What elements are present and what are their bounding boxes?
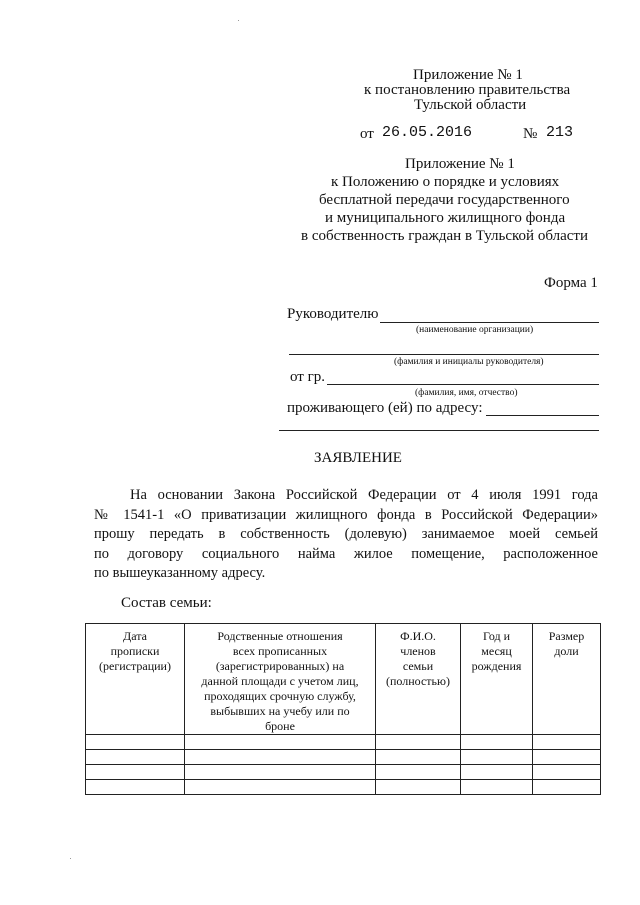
statement-body xyxy=(94,486,598,584)
scan-speck xyxy=(238,20,239,21)
statement-line-1: На основании Закона Российской Федерации от 4 июля 1991 года xyxy=(130,487,598,503)
head-name-hint: (фамилия и инициалы руководителя) xyxy=(394,357,544,367)
date-prefix: от xyxy=(360,126,374,142)
number-prefix: № xyxy=(523,126,538,142)
table-row xyxy=(86,780,601,795)
scan-speck xyxy=(70,858,71,859)
table-row xyxy=(86,735,601,750)
address-line-1[interactable] xyxy=(486,415,599,416)
head-name-line[interactable] xyxy=(289,354,599,355)
header-share-size: Размер доли xyxy=(533,624,601,735)
header-birth-date: Год и месяц рождения xyxy=(461,624,533,735)
table-row xyxy=(86,750,601,765)
statement-line-5: по вышеуказанному адресу. xyxy=(94,565,266,581)
applicant-name-line[interactable] xyxy=(327,384,599,385)
resolution-number: 213 xyxy=(546,124,574,141)
regulation-line-2: бесплатной передачи государственного xyxy=(319,192,570,208)
address-label: проживающего (ей) по адресу: xyxy=(287,400,483,416)
statement-line-4: по договору социального найма жилое помещение, расположенное xyxy=(94,545,598,562)
statement-line-2: № 1541-1 «О приватизации жилищного фонда в Российской Федерации» xyxy=(94,506,598,523)
address-line-2[interactable] xyxy=(279,430,599,431)
regulation-line-1: к Положению о порядке и условиях xyxy=(331,174,560,190)
from-label: от гр. xyxy=(290,369,326,385)
header-registration-date: Дата прописки (регистрации) xyxy=(86,624,185,735)
appendix-region-line: Тульской области xyxy=(414,97,527,113)
second-appendix-title: Приложение № 1 xyxy=(405,156,515,172)
form-label: Форма 1 xyxy=(544,275,598,291)
resolution-date: 26.05.2016 xyxy=(382,124,473,141)
header-relationship: Родственные отношения всех прописанных (зарегистрированных) на данной площади с учетом лиц, проходящих срочную службу, выбывших на учебу или по броне xyxy=(185,624,376,735)
family-label: Состав семьи: xyxy=(121,595,212,611)
organization-hint: (наименование организации) xyxy=(416,325,534,335)
applicant-name-hint: (фамилия, имя, отчество) xyxy=(415,388,518,398)
statement-line-3: прошу передать в собственность (долевую) занимаемое моей семьей xyxy=(94,526,598,542)
statement-title: ЗАЯВЛЕНИЕ xyxy=(314,450,402,466)
header-full-name: Ф.И.О. членов семьи (полностью) xyxy=(376,624,461,735)
organization-line[interactable] xyxy=(380,322,599,323)
head-label: Руководителю xyxy=(287,306,379,322)
regulation-line-3: и муниципального жилищного фонда xyxy=(325,210,566,226)
appendix-resolution-line: к постановлению правительства xyxy=(364,82,571,98)
appendix-title: Приложение № 1 xyxy=(413,67,523,83)
table-row xyxy=(86,765,601,780)
family-table-header xyxy=(86,624,601,735)
regulation-line-4: в собственность граждан в Тульской области xyxy=(301,228,588,244)
family-table xyxy=(85,623,601,795)
